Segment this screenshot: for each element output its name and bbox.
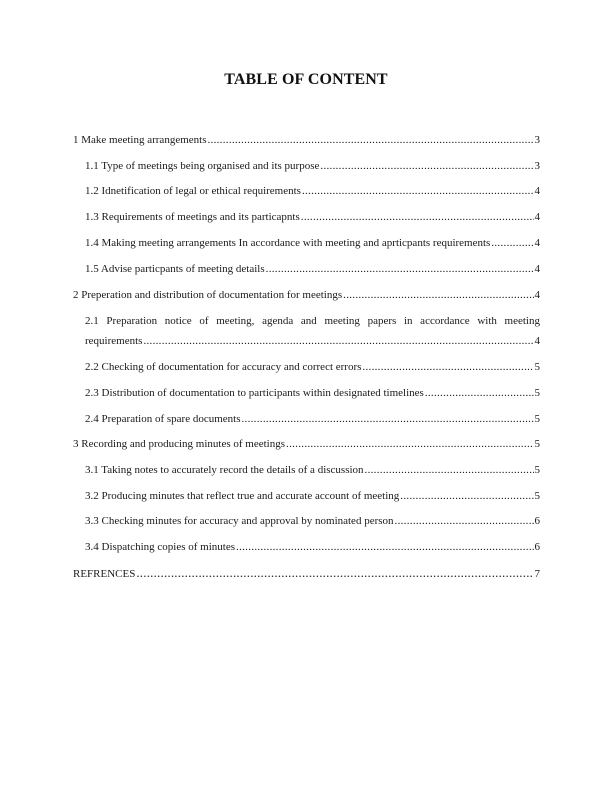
- toc-page-number: 3: [534, 134, 540, 146]
- dot-leader: [365, 463, 534, 477]
- toc-entry-3-3[interactable]: [85, 514, 540, 528]
- toc-page-number: 5: [534, 413, 540, 425]
- page-title: TABLE OF CONTENT: [224, 71, 388, 88]
- toc-entry-3-2[interactable]: [85, 489, 540, 503]
- dot-leader: [320, 159, 533, 173]
- toc-entry-label: 3.1 Taking notes to accurately record the details of a discussion: [85, 464, 364, 476]
- toc-entry-1-4[interactable]: [85, 236, 540, 250]
- dot-leader: [136, 566, 533, 580]
- dot-leader: [362, 360, 533, 374]
- toc-entry-label: 2.4 Preparation of spare documents: [85, 413, 241, 425]
- toc-entry-label: 2.3 Distribution of documentation to participants within designated timelines: [85, 387, 424, 399]
- toc-page-number: 4: [534, 185, 540, 197]
- dot-leader: [286, 437, 533, 451]
- toc-page-number: 5: [534, 438, 540, 450]
- toc-page-number: 6: [534, 541, 540, 553]
- toc-entry-label: 3.3 Checking minutes for accuracy and approval by nominated person: [85, 515, 394, 527]
- toc-entry-label: 2 Preperation and distribution of documentation for meetings: [73, 289, 343, 301]
- toc-entry-3[interactable]: [73, 437, 540, 451]
- toc-entry-3-4[interactable]: [85, 540, 540, 554]
- toc-page-number: 4: [534, 289, 540, 301]
- toc-entry-label: 3.4 Dispatching copies of minutes: [85, 541, 236, 553]
- toc-entry-1[interactable]: [73, 133, 540, 147]
- toc-entry-3-1[interactable]: [85, 463, 540, 477]
- toc-page-number: 6: [534, 515, 540, 527]
- toc-entry-label: 1.1 Type of meetings being organised and its purpose: [85, 160, 320, 172]
- toc-entry-label: 1.5 Advise particpants of meeting details: [85, 263, 265, 275]
- toc-entry-1-5[interactable]: [85, 262, 540, 276]
- toc-entry-2-1[interactable]: [85, 334, 540, 348]
- dot-leader: [395, 514, 534, 528]
- toc-page-number: 5: [534, 464, 540, 476]
- toc-entry-2-4[interactable]: [85, 412, 540, 426]
- toc-entry-label: 1 Make meeting arrangements: [73, 134, 207, 146]
- toc-page-number: 5: [534, 361, 540, 373]
- toc-entry-label: 3 Recording and producing minutes of meetings: [73, 438, 286, 450]
- toc-page-number: 4: [534, 237, 540, 249]
- dot-leader: [241, 412, 533, 426]
- dot-leader: [343, 288, 533, 302]
- toc-page-number: 4: [534, 335, 540, 347]
- toc-entry-1-2[interactable]: [85, 184, 540, 198]
- dot-leader: [302, 184, 534, 198]
- dot-leader: [266, 262, 534, 276]
- toc-entry-label: requirements: [85, 335, 143, 347]
- toc-page-number: 4: [534, 263, 540, 275]
- toc-entry-label: 1.4 Making meeting arrangements In accordance with meeting and aprticpants requirements: [85, 237, 491, 249]
- toc-entry-label: 3.2 Producing minutes that reflect true and accurate account of meeting: [85, 490, 400, 502]
- toc-page-number: 5: [534, 387, 540, 399]
- toc-entry-references[interactable]: [73, 566, 540, 580]
- toc-page-number: 5: [534, 490, 540, 502]
- toc-entry-2[interactable]: [73, 288, 540, 302]
- toc-page-number: 4: [534, 211, 540, 223]
- toc-entry-2-1-line1[interactable]: 2.1 Preparation notice of meeting, agenda and meeting papers in accordance with meeting: [85, 315, 540, 327]
- toc-entry-label: 1.2 Idnetification of legal or ethical requirements: [85, 185, 301, 197]
- toc-entry-2-2[interactable]: [85, 360, 540, 374]
- dot-leader: [491, 236, 533, 250]
- toc-page-number: 7: [534, 568, 540, 580]
- dot-leader: [143, 334, 533, 348]
- dot-leader: [236, 540, 533, 554]
- dot-leader: [425, 386, 534, 400]
- toc-entry-2-3[interactable]: [85, 386, 540, 400]
- dot-leader: [207, 133, 533, 147]
- toc-entry-1-3[interactable]: [85, 210, 540, 224]
- toc-entry-label: 2.2 Checking of documentation for accuracy and correct errors: [85, 361, 362, 373]
- toc-entry-label: 1.3 Requirements of meetings and its particapnts: [85, 211, 300, 223]
- toc-entry-1-1[interactable]: [85, 159, 540, 173]
- dot-leader: [301, 210, 534, 224]
- toc-page-number: 3: [534, 160, 540, 172]
- dot-leader: [400, 489, 533, 503]
- toc-entry-label: REFRENCES: [73, 568, 136, 580]
